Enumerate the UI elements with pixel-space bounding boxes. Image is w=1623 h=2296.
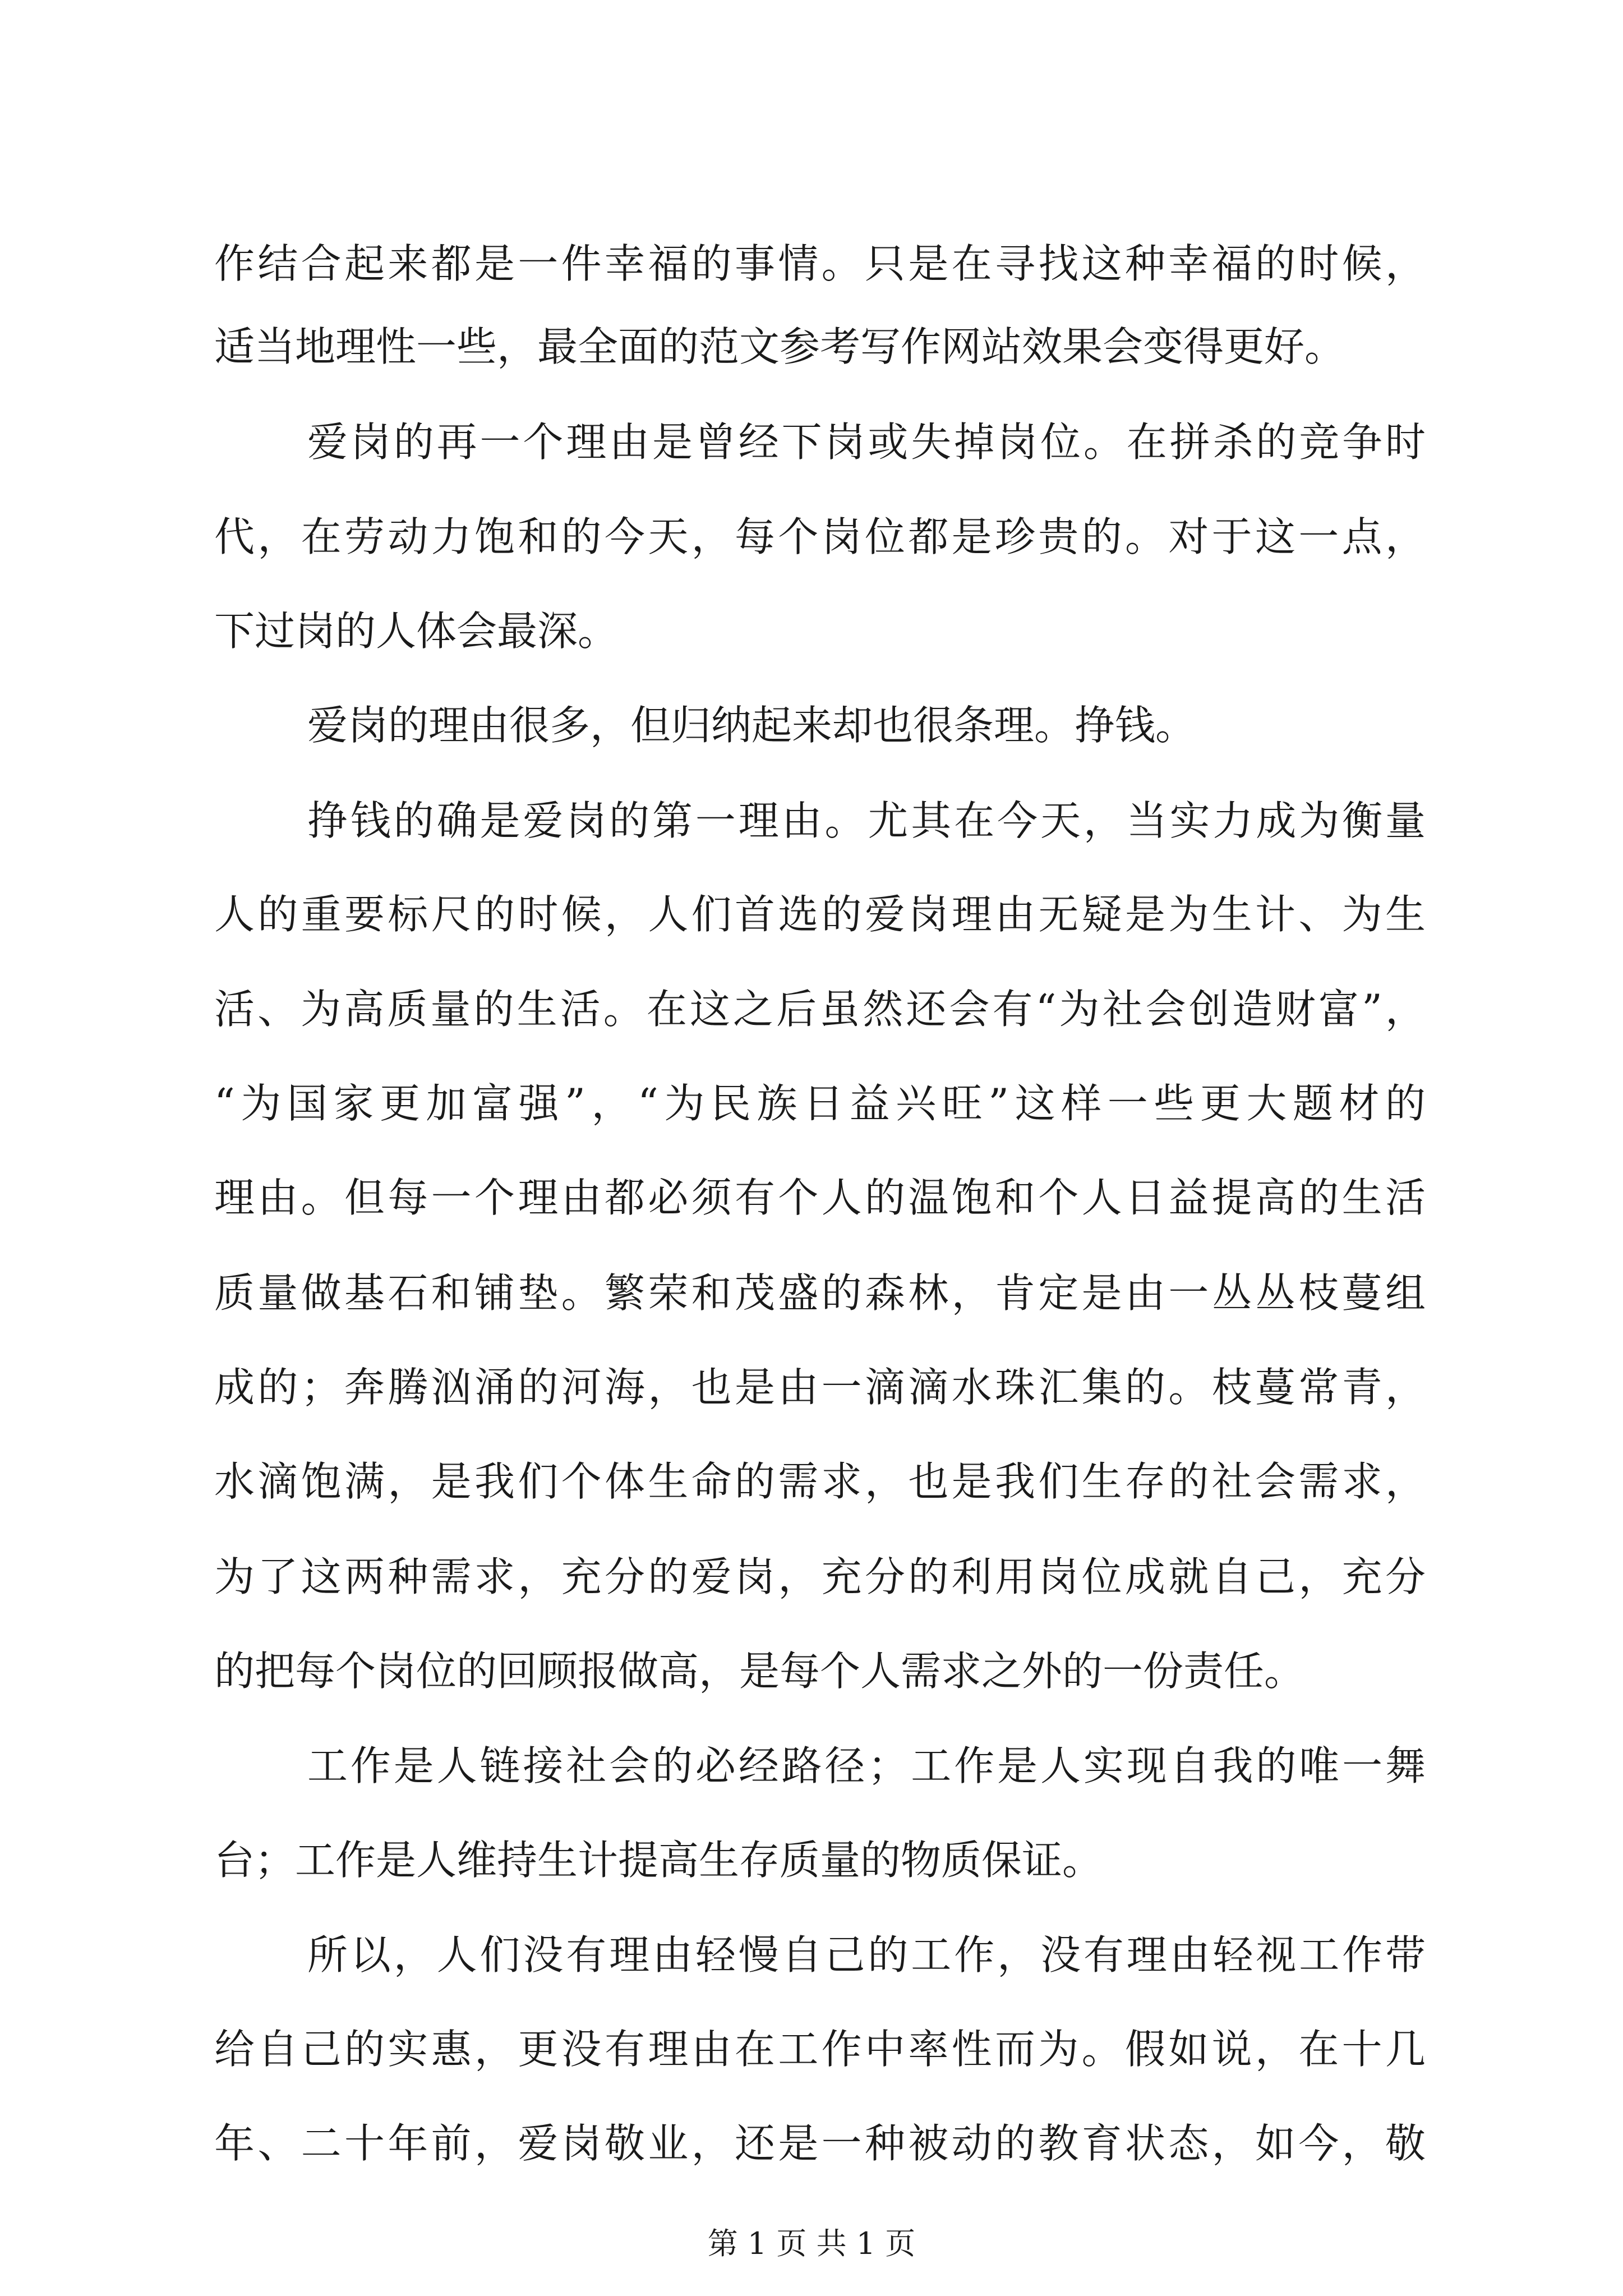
text-line: 活、为高质量的生活。在这之后虽然还会有“为社会创造财富”， <box>214 986 1426 1033</box>
text-line: 作结合起来都是一件幸福的事情。只是在寻找这种幸福的时候， <box>214 240 1426 287</box>
text-line: 爱岗的再一个理由是曾经下岗或失掉岗位。在拼杀的竞争时 <box>307 418 1426 466</box>
text-line: 代，在劳动力饱和的今天，每个岗位都是珍贵的。对于这一点， <box>214 513 1426 560</box>
text-line: 年、二十年前，爱岗敬业，还是一种被动的教育状态，如今，敬 <box>214 2120 1426 2167</box>
text-line: 适当地理性一些，最全面的范文参考写作网站效果会变得更好。 <box>214 323 1345 370</box>
page-number-footer: 第 1 页 共 1 页 <box>707 2226 916 2261</box>
text-line: 为了这两种需求，充分的爱岗，充分的利用岗位成就自己，充分 <box>214 1553 1426 1600</box>
text-line: 的把每个岗位的回顾报做高，是每个人需求之外的一份责任。 <box>214 1648 1305 1695</box>
text-line: 工作是人链接社会的必经路径；工作是人实现自我的唯一舞 <box>307 1742 1426 1789</box>
text-line: 爱岗的理由很多，但归纳起来却也很条理。挣钱。 <box>307 702 1196 749</box>
text-line: “为国家更加富强”，“为民族日益兴旺”这样一些更大题材的 <box>214 1080 1426 1127</box>
text-line: 成的；奔腾汹涌的河海，也是由一滴滴水珠汇集的。枝蔓常青， <box>214 1364 1426 1411</box>
text-line: 给自己的实惠，更没有理由在工作中率性而为。假如说，在十几 <box>214 2026 1426 2073</box>
text-line: 理由。但每一个理由都必须有个人的温饱和个人日益提高的生活 <box>214 1174 1426 1221</box>
text-line: 人的重要标尺的时候，人们首选的爱岗理由无疑是为生计、为生 <box>214 891 1426 938</box>
text-line: 所以，人们没有理由轻慢自己的工作，没有理由轻视工作带 <box>307 1931 1426 1978</box>
text-line: 台；工作是人维持生计提高生存质量的物质保证。 <box>214 1837 1103 1884</box>
text-line: 挣钱的确是爱岗的第一理由。尤其在今天，当实力成为衡量 <box>307 797 1426 844</box>
text-line: 水滴饱满，是我们个体生命的需求，也是我们生存的社会需求， <box>214 1458 1426 1505</box>
text-line: 质量做基石和铺垫。繁荣和茂盛的森林，肯定是由一丛丛枝蔓组 <box>214 1269 1426 1317</box>
text-line: 下过岗的人体会最深。 <box>214 608 619 655</box>
